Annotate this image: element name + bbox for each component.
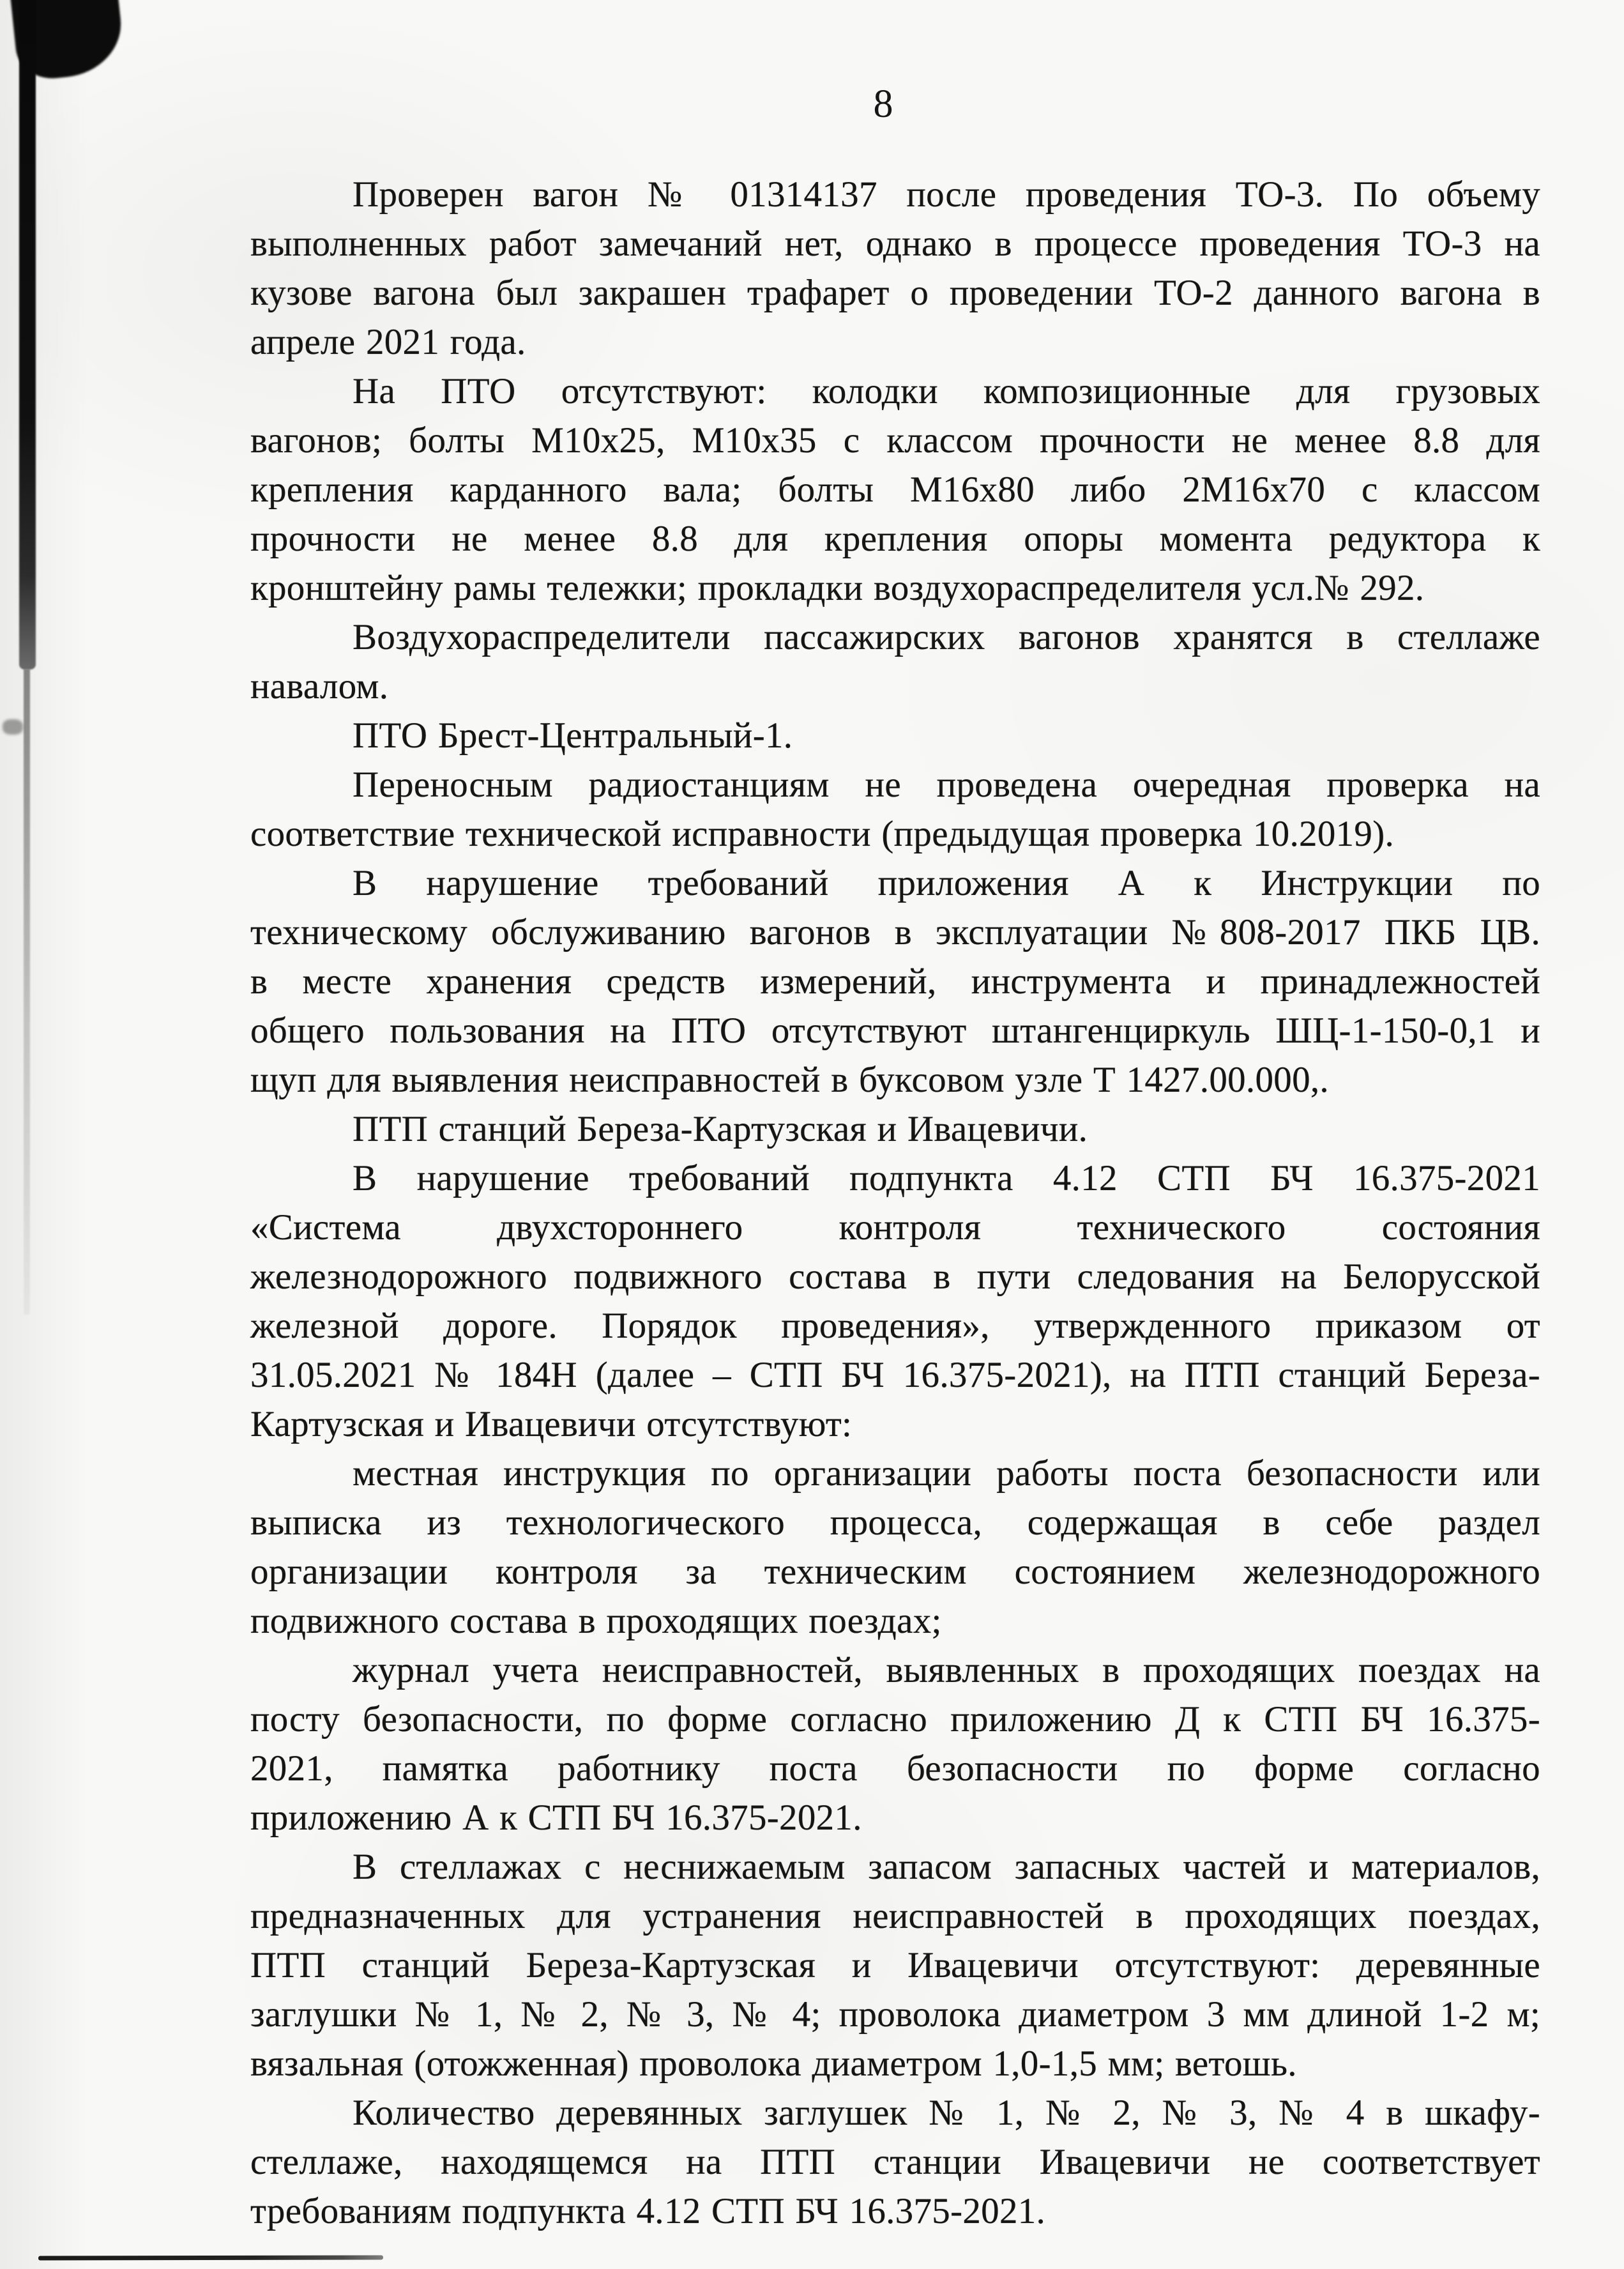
text-line: апреле 2021 года. (250, 322, 526, 362)
document-body (250, 170, 1540, 2236)
text-line: ПТП станций Береза-Картузская и Ивацевичи отсутствуют: деревянные (250, 1945, 1540, 1985)
text-line: общего пользования на ПТО отсутствуют штангенциркуль ШЦ-1-150-0,1 и (250, 1011, 1540, 1051)
scan-artifact-left-bar (19, 0, 36, 669)
text-line: Переносным радиостанциям не проведена очередная проверка на (353, 765, 1540, 805)
text-line: ПТО Брест-Центральный-1. (353, 715, 793, 756)
text-line: журнал учета неисправностей, выявленных в проходящих поездах на (353, 1650, 1540, 1690)
text-line: соответствие технической исправности (предыдущая проверка 10.2019). (250, 814, 1395, 854)
paragraph (250, 1449, 1540, 1646)
text-line: щуп для выявления неисправностей в буксовом узле Т 1427.00.000,. (250, 1060, 1329, 1100)
text-line: Количество деревянных заглушек № 1, № 2, № 3, № 4 в шкафу- (353, 2093, 1540, 2133)
paragraph (250, 760, 1540, 859)
text-line: выписка из технологического процесса, содержащая в себе раздел (250, 1502, 1540, 1543)
paragraph (250, 367, 1540, 613)
text-line: железной дороге. Порядок проведения», утвержденного приказом от (250, 1306, 1540, 1346)
text-line: прочности не менее 8.8 для крепления опоры момента редуктора к (250, 519, 1540, 559)
text-line: На ПТО отсутствуют: колодки композиционные для грузовых (353, 371, 1540, 411)
text-line: посту безопасности, по форме согласно приложению Д к СТП БЧ 16.375- (250, 1699, 1540, 1739)
text-line: кронштейну рамы тележки; прокладки воздухораспределителя усл.№ 292. (250, 568, 1425, 608)
text-line: организации контроля за техническим состоянием железнодорожного (250, 1552, 1540, 1592)
text-line: предназначенных для устранения неисправностей в проходящих поездах, (250, 1896, 1540, 1936)
paragraph (250, 1842, 1540, 2088)
text-line: крепления карданного вала; болты М16х80 либо 2М16х70 с классом (250, 470, 1540, 510)
paragraph (250, 1104, 1540, 1154)
paragraph (250, 170, 1540, 367)
text-line: В стеллажах с неснижаемым запасом запасных частей и материалов, (353, 1847, 1540, 1887)
text-line: вязальная (отожженная) проволока диаметром 1,0-1,5 мм; ветошь. (250, 2044, 1297, 2084)
paragraph (250, 613, 1540, 711)
scan-artifact-left-tick (3, 719, 23, 735)
page-number: 8 (873, 82, 893, 126)
text-line: требованиям подпункта 4.12 СТП БЧ 16.375-2021. (250, 2191, 1046, 2231)
text-line: в месте хранения средств измерений, инструмента и принадлежностей (250, 961, 1540, 1002)
text-line: железнодорожного подвижного состава в пути следования на Белорусской (250, 1257, 1540, 1297)
text-line: заглушки № 1, № 2, № 3, № 4; проволока диаметром 3 мм длиной 1-2 м; (250, 1994, 1540, 2035)
scan-artifact-left-line (24, 669, 30, 1315)
text-line: техническому обслуживанию вагонов в эксплуатации №808-2017 ПКБ ЦВ. (250, 912, 1540, 952)
text-line: вагонов; болты М10х25, М10х35 с классом прочности не менее 8.8 для (250, 420, 1540, 461)
paragraph (250, 2088, 1540, 2236)
paragraph (250, 711, 1540, 760)
paragraph (250, 1646, 1540, 1842)
text-line: приложению А к СТП БЧ 16.375-2021. (250, 1798, 862, 1838)
text-line: кузове вагона был закрашен трафарет о проведении ТО-2 данного вагона в (250, 273, 1540, 313)
text-line: «Система двухстороннего контроля технического состояния (250, 1207, 1540, 1248)
text-line: стеллаже, находящемся на ПТП станции Ивацевичи не соответствует (250, 2142, 1540, 2182)
text-line: Проверен вагон № 01314137 после проведения ТО-3. По объему (353, 174, 1540, 215)
paragraph (250, 1154, 1540, 1449)
text-line: 2021, памятка работнику поста безопасности по форме согласно (250, 1748, 1540, 1789)
text-line: 31.05.2021 № 184Н (далее – СТП БЧ 16.375-2021), на ПТП станций Береза- (250, 1355, 1540, 1395)
text-line: Картузская и Ивацевичи отсутствуют: (250, 1404, 853, 1444)
text-line: навалом. (250, 666, 389, 707)
text-line: выполненных работ замечаний нет, однако в процессе проведения ТО-3 на (250, 224, 1540, 264)
text-line: подвижного состава в проходящих поездах; (250, 1601, 942, 1641)
text-line: В нарушение требований подпункта 4.12 СТП БЧ 16.375-2021 (353, 1158, 1540, 1198)
scan-artifact-bottom-line (38, 2255, 383, 2260)
text-line: В нарушение требований приложения А к Инструкции по (353, 863, 1540, 903)
text-line: ПТП станций Береза-Картузская и Ивацевичи. (353, 1109, 1088, 1149)
paragraph (250, 859, 1540, 1104)
text-line: Воздухораспределители пассажирских вагонов хранятся в стеллаже (353, 617, 1540, 657)
text-line: местная инструкция по организации работы поста безопасности или (353, 1453, 1540, 1494)
